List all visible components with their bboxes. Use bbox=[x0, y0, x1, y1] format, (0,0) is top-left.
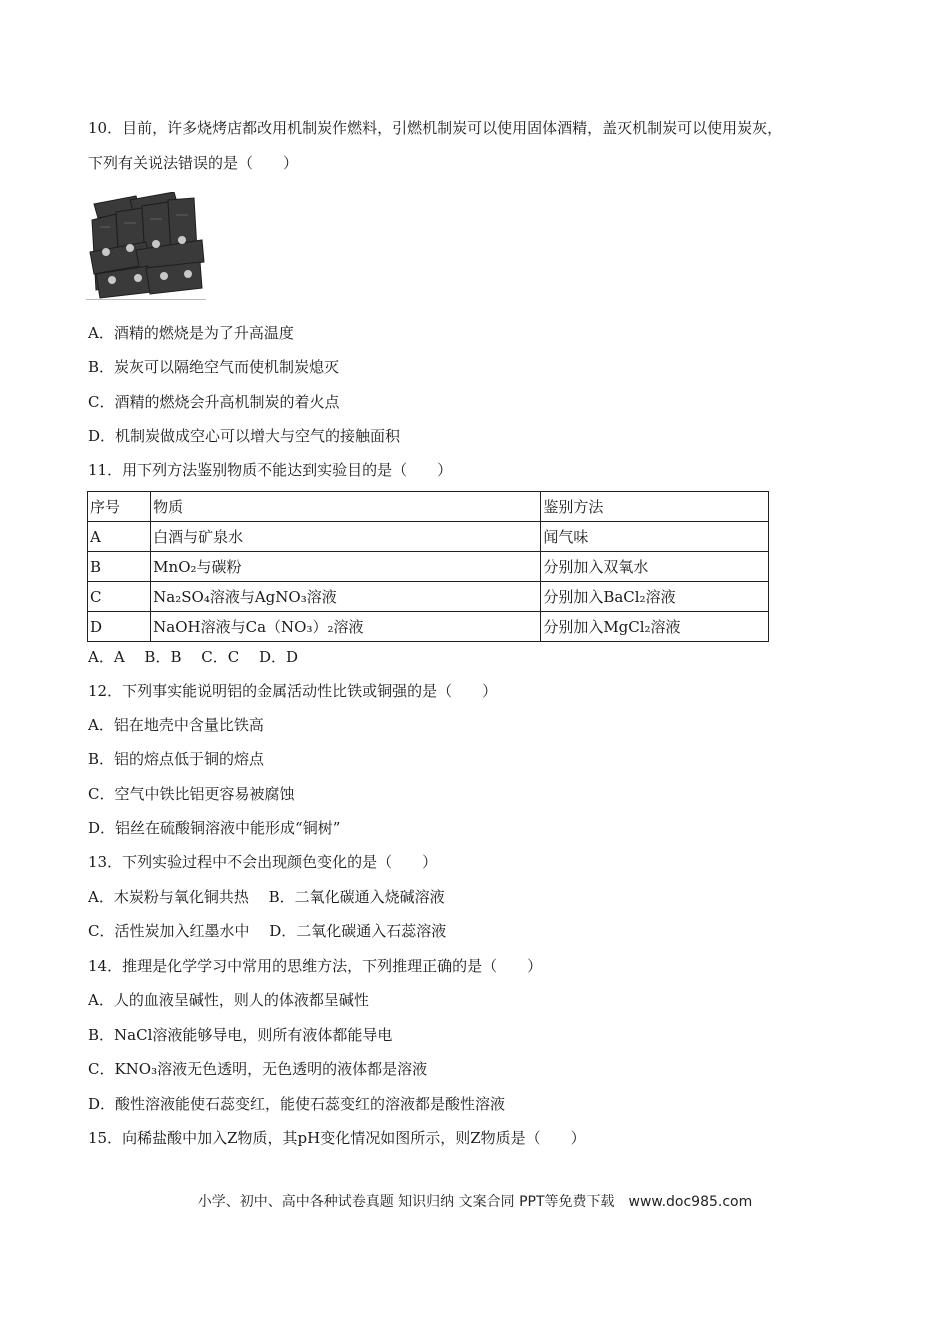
q10-option-d: D．机制炭做成空心可以增大与空气的接触面积 bbox=[88, 427, 401, 445]
table-header-row bbox=[88, 492, 769, 522]
q11-stem: 11．用下列方法鉴别物质不能达到实验目的是（ ） bbox=[88, 461, 453, 479]
q13-options-line1: A．木炭粉与氧化铜共热 B．二氧化碳通入烧碱溶液 bbox=[88, 888, 445, 906]
q10-option-a: A．酒精的燃烧是为了升高温度 bbox=[88, 324, 294, 342]
row-id: A bbox=[88, 522, 151, 552]
row-id: C bbox=[88, 582, 151, 612]
row-id: D bbox=[88, 612, 151, 642]
q10-stem-line1: 10．目前，许多烧烤店都改用机制炭作燃料，引燃机制炭可以使用固体酒精，盖灭机制炭可以使用炭灰， bbox=[88, 119, 783, 137]
q13-stem: 13．下列实验过程中不会出现颜色变化的是（ ） bbox=[88, 853, 438, 871]
q15-stem: 15．向稀盐酸中加入Z物质，其pH变化情况如图所示，则Z物质是（ ） bbox=[88, 1129, 586, 1147]
row-substance: MnO₂与碳粉 bbox=[151, 552, 541, 582]
charcoal-image bbox=[86, 192, 206, 302]
q13-options-line2: C．活性炭加入红墨水中 D．二氧化碳通入石蕊溶液 bbox=[88, 922, 447, 940]
q12-option-c: C．空气中铁比铝更容易被腐蚀 bbox=[88, 785, 295, 803]
row-substance: Na₂SO₄溶液与AgNO₃溶液 bbox=[151, 582, 541, 612]
table-row bbox=[88, 612, 769, 642]
q12-option-b: B．铝的熔点低于铜的熔点 bbox=[88, 750, 265, 768]
q11-answer-options: A．A B．B C．C D．D bbox=[88, 648, 299, 666]
image-baseline bbox=[86, 299, 206, 300]
row-substance: NaOH溶液与Ca（NO₃）₂溶液 bbox=[151, 612, 541, 642]
q12-stem: 12．下列事实能说明铝的金属活动性比铁或铜强的是（ ） bbox=[88, 682, 498, 700]
q14-option-b: B．NaCl溶液能够导电，则所有液体都能导电 bbox=[88, 1026, 393, 1044]
row-method: 分别加入双氧水 bbox=[541, 552, 769, 582]
header-method: 鉴别方法 bbox=[541, 492, 769, 522]
row-substance: 白酒与矿泉水 bbox=[151, 522, 541, 552]
row-method: 分别加入BaCl₂溶液 bbox=[541, 582, 769, 612]
header-substance: 物质 bbox=[151, 492, 541, 522]
table-row bbox=[88, 522, 769, 552]
q12-option-a: A．铝在地壳中含量比铁高 bbox=[88, 716, 264, 734]
q10-option-c: C．酒精的燃烧会升高机制炭的着火点 bbox=[88, 393, 340, 411]
row-method: 分别加入MgCl₂溶液 bbox=[541, 612, 769, 642]
table-row bbox=[88, 582, 769, 612]
q10-stem-line2: 下列有关说法错误的是（ ） bbox=[88, 154, 299, 172]
row-id: B bbox=[88, 552, 151, 582]
header-index: 序号 bbox=[88, 492, 151, 522]
row-method: 闻气味 bbox=[541, 522, 769, 552]
table-row bbox=[88, 552, 769, 582]
q14-stem: 14．推理是化学学习中常用的思维方法，下列推理正确的是（ ） bbox=[88, 957, 543, 975]
q14-option-a: A．人的血液呈碱性，则人的体液都呈碱性 bbox=[88, 991, 369, 1009]
q11-table bbox=[87, 491, 769, 642]
q12-option-d: D．铝丝在硫酸铜溶液中能形成“铜树” bbox=[88, 819, 341, 837]
footer-link[interactable]: 小学、初中、高中各种试卷真题 知识归纳 文案合同 PPT等免费下载 www.doc985.com bbox=[197, 1194, 753, 1210]
q14-option-c: C．KNO₃溶液无色透明，无色透明的液体都是溶液 bbox=[88, 1060, 428, 1078]
q14-option-d: D．酸性溶液能使石蕊变红，能使石蕊变红的溶液都是酸性溶液 bbox=[88, 1095, 506, 1113]
q10-option-b: B．炭灰可以隔绝空气而使机制炭熄灭 bbox=[88, 358, 340, 376]
